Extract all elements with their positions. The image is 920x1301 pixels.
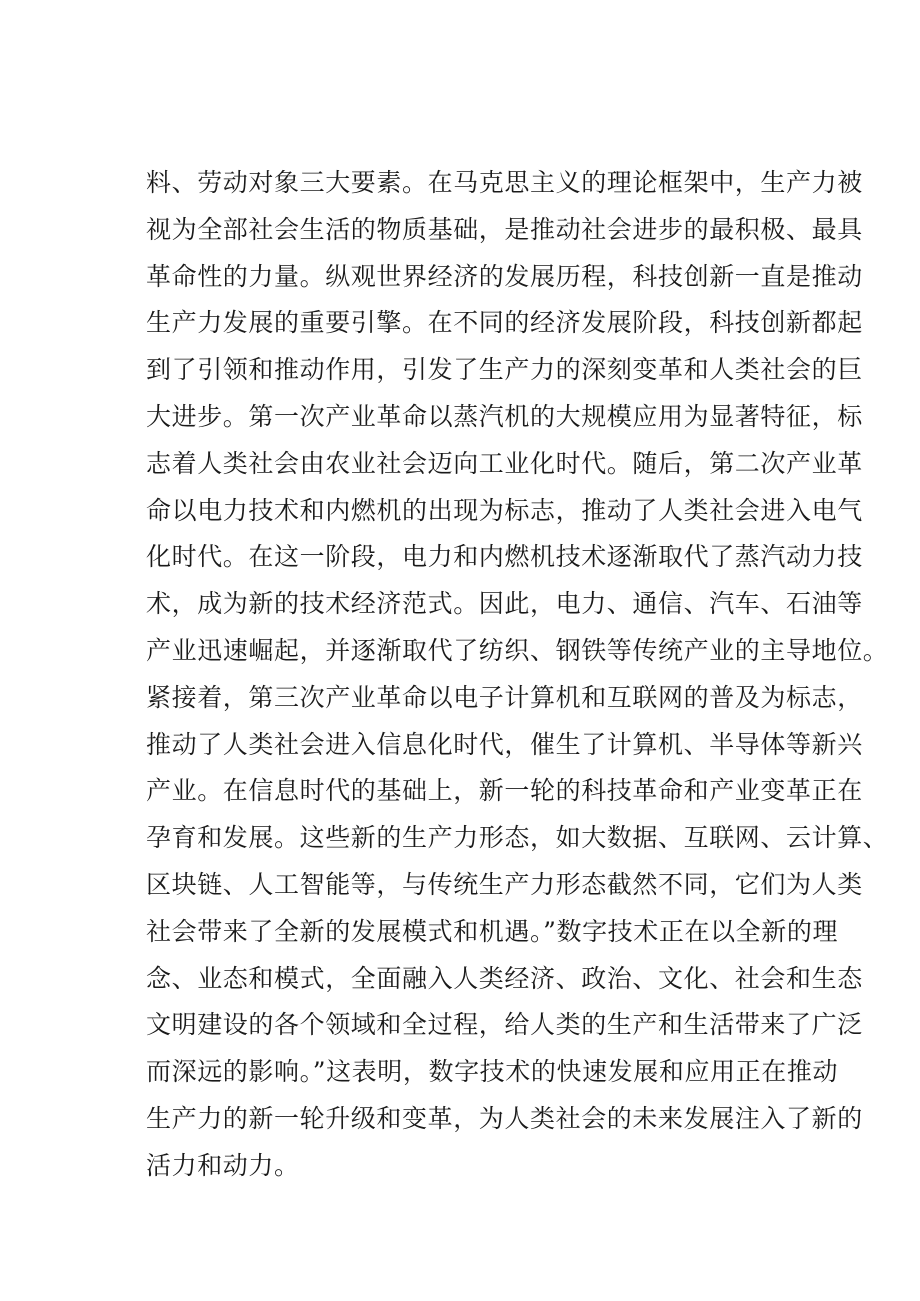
- text-line: 孕育和发展。这些新的生产力形态，如大数据、互联网、云计算、: [146, 823, 889, 853]
- text-line: 料、劳动对象三大要素。在马克思主义的理论框架中，生产力被: [146, 168, 863, 197]
- text-line: 产业。在信息时代的基础上，新一轮的科技革命和产业变革正在: [146, 776, 863, 806]
- text-line: 区块链、人工智能等，与传统生产力形态截然不同，它们为人类: [146, 869, 863, 899]
- text-line: 到了引领和推动作用，引发了生产力的深刻变革和人类社会的巨: [146, 355, 863, 385]
- text-line: 生产力的新一轮升级和变革，为人类社会的未来发展注入了新的: [146, 1103, 863, 1133]
- text-line: 生产力发展的重要引擎。在不同的经济发展阶段，科技创新都起: [146, 308, 863, 338]
- text-line: 视为全部社会生活的物质基础，是推动社会进步的最积极、最具: [146, 214, 863, 244]
- text-line: 化时代。在这一阶段，电力和内燃机技术逐渐取代了蒸汽动力技: [146, 542, 863, 572]
- text-line: 活力和动力。: [146, 1150, 300, 1180]
- text-line: 产业迅速崛起，并逐渐取代了纺织、钢铁等传统产业的主导地位。: [146, 635, 889, 665]
- text-line: 命以电力技术和内燃机的出现为标志，推动了人类社会进入电气: [146, 495, 863, 525]
- text-line: 推动了人类社会进入信息化时代，催生了计算机、半导体等新兴: [146, 729, 863, 759]
- text-line: 文明建设的各个领域和全过程，给人类的生产和生活带来了广泛: [146, 1010, 863, 1040]
- body-paragraph: [146, 160, 889, 1190]
- text-line: 术，成为新的技术经济范式。因此，电力、通信、汽车、石油等: [146, 589, 863, 619]
- text-line: 志着人类社会由农业社会迈向工业化时代。随后，第二次产业革: [146, 448, 863, 478]
- text-line: 大进步。第一次产业革命以蒸汽机的大规模应用为显著特征，标: [146, 401, 863, 431]
- text-line: 社会带来了全新的发展模式和机遇。”数字技术正在以全新的理: [146, 916, 839, 946]
- text-line: 革命性的力量。纵观世界经济的发展历程，科技创新一直是推动: [146, 261, 863, 291]
- text-line: 念、业态和模式，全面融入人类经济、政治、文化、社会和生态: [146, 963, 863, 993]
- text-line: 而深远的影响。”这表明，数字技术的快速发展和应用正在推动: [146, 1057, 839, 1087]
- text-line: 紧接着，第三次产业革命以电子计算机和互联网的普及为标志，: [146, 682, 863, 712]
